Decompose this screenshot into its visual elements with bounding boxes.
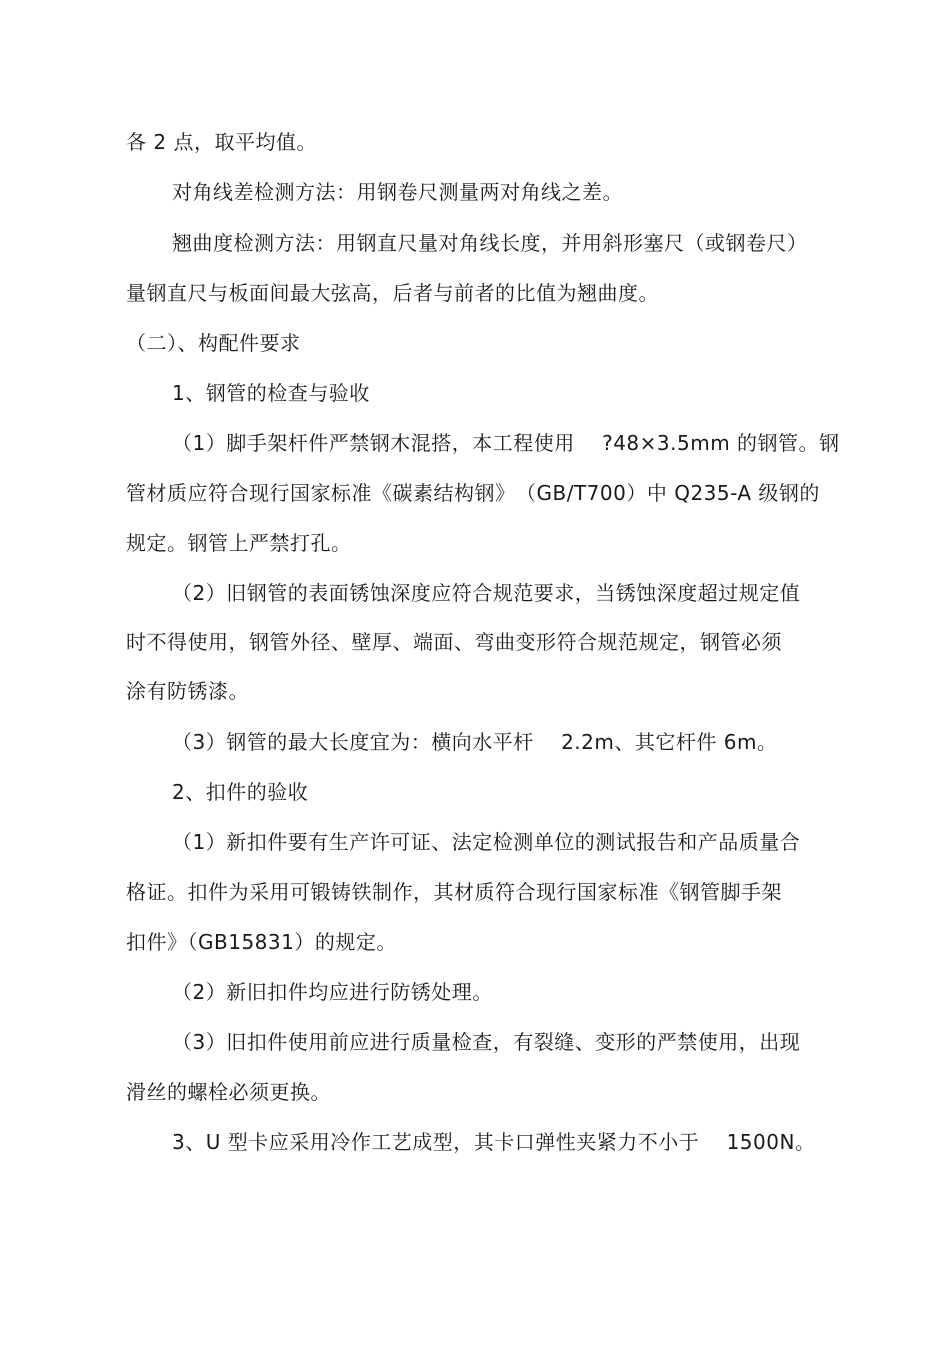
paragraph-line-8: 管材质应符合现行国家标准《碳素结构钢》 （GB/T700）中 Q235-A 级钢的 [126, 481, 820, 505]
paragraph-line-4: 量钢直尺与板面间最大弦高，后者与前者的比值为翘曲度。 [126, 281, 659, 305]
paragraph-line-1: 各 2 点，取平均值。 [126, 130, 317, 154]
paragraph-line-15: （1）新扣件要有生产许可证、法定检测单位的测试报告和产品质量合 [172, 830, 801, 854]
section-heading: （二）、构配件要求 [126, 331, 301, 355]
paragraph-line-2: 对角线差检测方法：用钢卷尺测量两对角线之差。 [172, 180, 623, 204]
paragraph-line-7: （1）脚手架杆件严禁钢木混搭，本工程使用 ?48×3.5mm 的钢管。钢 [172, 431, 840, 455]
paragraph-line-20: 滑丝的螺栓必须更换。 [126, 1080, 331, 1104]
paragraph-line-21: 3、U 型卡应采用冷作工艺成型，其卡口弹性夹紧力不小于 1500N。 [172, 1130, 816, 1154]
paragraph-line-11: 时不得使用，钢管外径、壁厚、端面、弯曲变形符合规范规定，钢管必须 [126, 630, 782, 654]
paragraph-line-9: 规定。钢管上严禁打孔。 [126, 531, 352, 555]
paragraph-line-18: （2）新旧扣件均应进行防锈处理。 [172, 980, 493, 1004]
paragraph-line-13: （3）钢管的最大长度宜为：横向水平杆 2.2m、其它杆件 6m。 [172, 730, 778, 754]
paragraph-line-16: 格证。扣件为采用可锻铸铁制作，其材质符合现行国家标准《钢管脚手架 [126, 880, 782, 904]
paragraph-line-10: （2）旧钢管的表面锈蚀深度应符合规范要求，当锈蚀深度超过规定值 [172, 581, 801, 605]
subsection-heading-1: 1、钢管的检查与验收 [172, 381, 370, 405]
paragraph-line-19: （3）旧扣件使用前应进行质量检查，有裂缝、变形的严禁使用，出现 [172, 1030, 801, 1054]
subsection-heading-2: 2、扣件的验收 [172, 780, 309, 804]
paragraph-line-3: 翘曲度检测方法：用钢直尺量对角线长度，并用斜形塞尺（或钢卷尺） [172, 231, 808, 255]
paragraph-line-12: 涂有防锈漆。 [126, 679, 249, 703]
paragraph-line-17: 扣件》（GB15831）的规定。 [126, 930, 397, 954]
